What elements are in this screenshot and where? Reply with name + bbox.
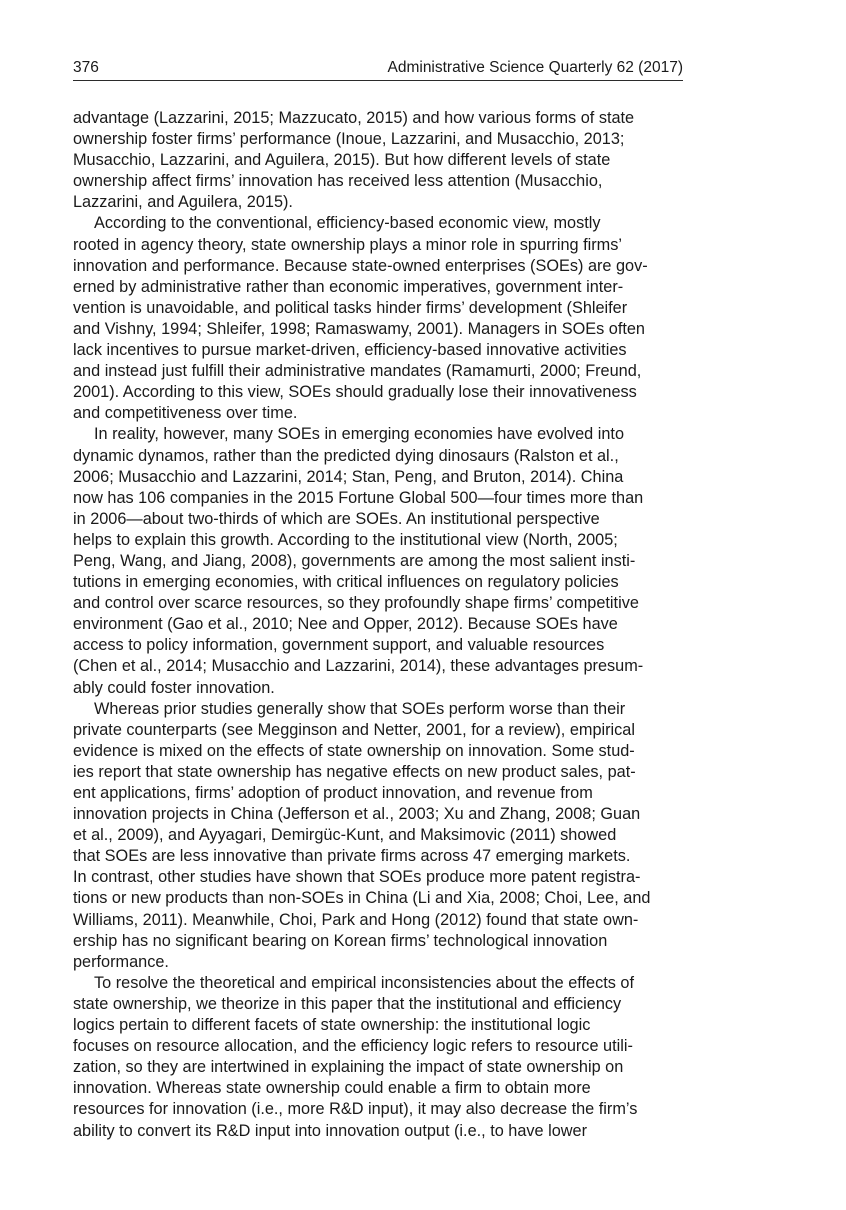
text-line: et al., 2009), and Ayyagari, Demirgüc-Kunt, and Maksimovic (2011) showed — [73, 826, 617, 845]
page-number: 376 — [73, 59, 99, 76]
paragraph-first-line: According to the conventional, efficiency-based economic view, mostly — [94, 214, 601, 233]
text-line: logics pertain to different facets of state ownership: the institutional logic — [73, 1016, 591, 1035]
text-line: ownership affect firms’ innovation has received less attention (Musacchio, — [73, 172, 603, 191]
text-line: performance. — [73, 952, 169, 971]
text-line: rooted in agency theory, state ownership plays a minor role in spurring firms’ — [73, 235, 622, 254]
text-line: innovation projects in China (Jefferson et al., 2003; Xu and Zhang, 2008; Guan — [73, 805, 641, 824]
text-line: and competitiveness over time. — [73, 404, 298, 423]
text-line: ably could foster innovation. — [73, 678, 275, 697]
text-line: innovation and performance. Because state-owned enterprises (SOEs) are gov- — [73, 256, 648, 275]
text-line: vention is unavoidable, and political tasks hinder firms’ development (Shleifer — [73, 298, 628, 317]
text-line: that SOEs are less innovative than private firms across 47 emerging markets. — [73, 847, 631, 866]
text-line: Lazzarini, and Aguilera, 2015). — [73, 193, 293, 212]
text-line: in 2006—about two-thirds of which are SOEs. An institutional perspective — [73, 509, 600, 528]
text-line: innovation. Whereas state ownership could enable a firm to obtain more — [73, 1079, 591, 1098]
text-line: In contrast, other studies have shown that SOEs produce more patent registra- — [73, 868, 641, 887]
text-line: tions or new products than non-SOEs in China (Li and Xia, 2008; Choi, Lee, and — [73, 889, 651, 908]
text-line: ownership foster firms’ performance (Inoue, Lazzarini, and Musacchio, 2013; — [73, 130, 625, 149]
text-line: environment (Gao et al., 2010; Nee and Opper, 2012). Because SOEs have — [73, 615, 618, 634]
text-line: Peng, Wang, and Jiang, 2008), governments are among the most salient insti- — [73, 551, 636, 570]
text-line: 2001). According to this view, SOEs should gradually lose their innovativeness — [73, 383, 637, 402]
text-line: evidence is mixed on the effects of state ownership on innovation. Some stud- — [73, 741, 635, 760]
running-header — [73, 58, 683, 81]
text-line: and instead just fulfill their administrative mandates (Ramamurti, 2000; Freund, — [73, 362, 642, 381]
body-text — [73, 108, 685, 1142]
text-line: erned by administrative rather than economic imperatives, government inter- — [73, 277, 624, 296]
text-line: (Chen et al., 2014; Musacchio and Lazzarini, 2014), these advantages presum- — [73, 657, 644, 676]
text-line: and Vishny, 1994; Shleifer, 1998; Ramaswamy, 2001). Managers in SOEs often — [73, 319, 645, 338]
text-line: helps to explain this growth. According to the institutional view (North, 2005; — [73, 530, 618, 549]
journal-citation: Administrative Science Quarterly 62 (2017) — [387, 59, 683, 76]
text-line: Williams, 2011). Meanwhile, Choi, Park and Hong (2012) found that state own- — [73, 910, 639, 929]
text-line: private counterparts (see Megginson and Netter, 2001, for a review), empirical — [73, 720, 635, 739]
text-line: advantage (Lazzarini, 2015; Mazzucato, 2015) and how various forms of state — [73, 109, 635, 127]
text-line: ent applications, firms’ adoption of product innovation, and revenue from — [73, 784, 593, 802]
text-line: ies report that state ownership has negative effects on new product sales, pat- — [73, 762, 636, 781]
text-line: and control over scarce resources, so they profoundly shape firms’ competitive — [73, 594, 639, 613]
text-line: 2006; Musacchio and Lazzarini, 2014; Stan, Peng, and Bruton, 2014). China — [73, 467, 624, 486]
text-line: resources for innovation (i.e., more R&D input), it may also decrease the firm’s — [73, 1100, 638, 1119]
paragraph-first-line: To resolve the theoretical and empirical inconsistencies about the effects of — [94, 973, 634, 992]
text-line: focuses on resource allocation, and the efficiency logic refers to resource utili- — [73, 1037, 633, 1056]
text-line: tutions in emerging economies, with critical influences on regulatory policies — [73, 573, 619, 592]
text-line: lack incentives to pursue market-driven, efficiency-based innovative activities — [73, 341, 627, 360]
text-line: state ownership, we theorize in this paper that the institutional and efficiency — [73, 994, 622, 1013]
text-line: dynamic dynamos, rather than the predicted dying dinosaurs (Ralston et al., — [73, 446, 619, 465]
text-line: now has 106 companies in the 2015 Fortune Global 500—four times more than — [73, 488, 644, 507]
text-line: Musacchio, Lazzarini, and Aguilera, 2015). But how different levels of state — [73, 151, 611, 170]
text-line: zation, so they are intertwined in explaining the impact of state ownership on — [73, 1058, 624, 1077]
paragraph-first-line: Whereas prior studies generally show that SOEs perform worse than their — [94, 699, 626, 718]
text-line: ability to convert its R&D input into innovation output (i.e., to have lower — [73, 1121, 588, 1140]
text-line: access to policy information, government support, and valuable resources — [73, 636, 605, 655]
text-line: ership has no significant bearing on Korean firms’ technological innovation — [73, 931, 608, 950]
paragraph-first-line: In reality, however, many SOEs in emerging economies have evolved into — [94, 425, 625, 444]
